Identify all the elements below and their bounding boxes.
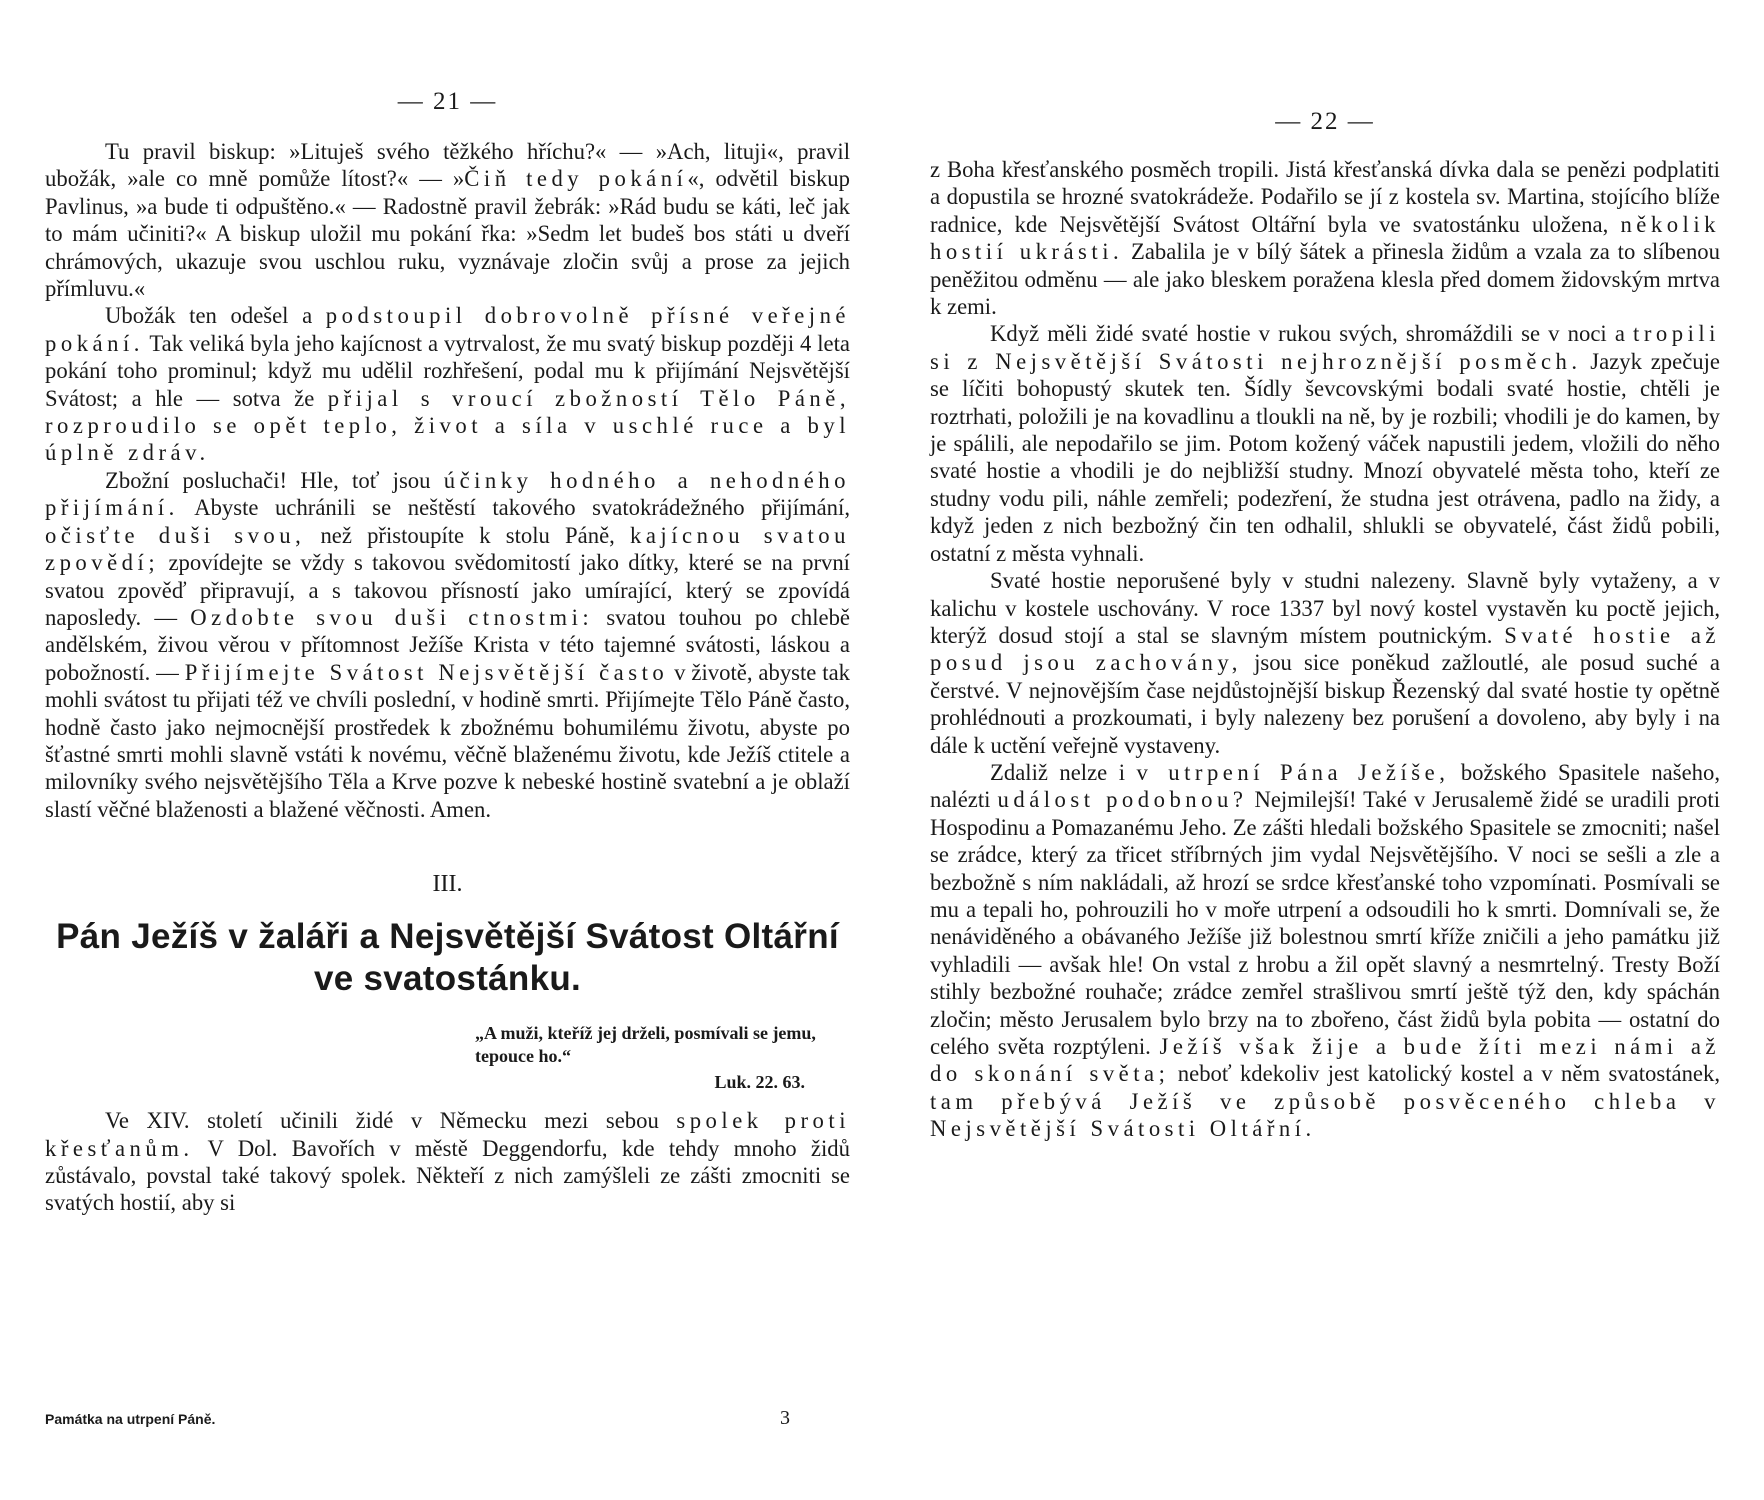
emphasized-text: Přijímejte Svátost Nejsvětější často	[184, 659, 669, 685]
paragraph	[45, 302, 850, 466]
text-run: zpovídejte se vždy s takovou svědomitostí jako dítky, které se na první svatou zpověď připravují, a s takovou přísností jako umírající, který se zpovídá naposledy. —	[45, 550, 850, 630]
paragraph	[45, 138, 850, 302]
left-body-text	[45, 138, 850, 823]
chapter-opening-paragraph	[45, 1107, 850, 1217]
text-run: božského Spasitele našeho, nalézti	[930, 759, 1720, 813]
emphasized-text: spolek proti křesťanům.	[45, 1108, 850, 1161]
page-footer	[45, 1407, 850, 1429]
paragraph	[930, 156, 1720, 320]
text-run: Tak veliká byla jeho kajícnost a vytrvalost, že mu svatý biskup později 4 leta pokání toho prominul; když mu udělil rozhřešení, podal mu k přijímání Nejsvětější Svátost; a hle — sotva že	[45, 330, 850, 411]
emphasized-text: podstoupil dobrovolně přísné veřejné pokání.	[45, 303, 850, 356]
motto-reference: Luk. 22. 63.	[714, 1072, 805, 1093]
text-run: z Boha křesťanského posměch tropili. Jistá křesťanská dívka dala se penězi podplatiti a dopustila se hrozné svatokrádeže. Podařilo se jí z kostela sv. Martina, stojícího blíže radnice, kde Nejsvětější Svátost Oltářní byla ve svatostánku uložena,	[930, 157, 1720, 237]
text-run: Abyste uchránili se neštěstí takového svatokrádežného přijímání,	[178, 495, 850, 521]
page-number: — 22 —	[1275, 108, 1375, 135]
chapter-heading: Pán Ježíš v žaláři a Nejsvětější Svátost Oltářní ve svatostánku.	[56, 917, 839, 999]
footer-book-title: Památka na utrpení Páně.	[45, 1411, 216, 1427]
text-run: Když měli židé svaté hostie v rukou svých, shromáždili se v noci a	[990, 321, 1634, 347]
paragraph	[930, 759, 1720, 1143]
text-run: než přistoupíte k stolu Páně,	[305, 522, 630, 548]
emphasized-text: Ozdobte svou duši ctnostmi:	[190, 604, 594, 630]
left-page	[45, 0, 850, 1500]
emphasized-text: Svaté hostie až posud jsou zachovány,	[930, 622, 1720, 676]
emphasized-text: Čiň tedy pokání	[464, 166, 688, 192]
text-run: svatou touhou po chlebě andělském, živou věrou v přítomnost Ježíše Krista v této tajemné svátosti, láskou a pobožností. —	[45, 604, 850, 685]
paragraph	[45, 1107, 850, 1217]
text-run: Zbožní posluchači! Hle, toť jsou	[105, 467, 444, 493]
text-run: Ve XIV. století učinili židé v Německu mezi sebou	[105, 1108, 677, 1134]
page-number: — 21 —	[397, 88, 498, 115]
emphasized-text: několik hostií ukrásti.	[930, 211, 1720, 265]
emphasized-text: událost podobnou?	[997, 787, 1248, 813]
text-run: Zdaliž nelze i	[990, 759, 1137, 785]
emphasized-text: Ježíš však žije a bude žíti mezi námi až do skonání světa;	[930, 1034, 1721, 1087]
text-run: Jazyk zpečuje se líčiti bohopustý skutek ten. Šídly ševcovskými bodali svaté hostie, chtěli je roztrhati, položili je na kovadlinu a tloukli na ně, by je rozbili; vhodili je do kamen, by je spálili, ale nepodařilo se jim. Potom kožený váček napustili jedem, vložili do něho svaté hostie a vhodili je do nejbližší studny. Mnozí obyvatelé města toho, kteří ze studny vodu pili, náhle zemřeli; podezření, že studna jest otrávena, padlo na židy, a když jeden z nich bezbožný čin ten odhalil, shlukli se obyvatelé, část židů pobili, ostatní z města vyhnali.	[930, 348, 1720, 566]
section-number: III.	[432, 871, 463, 898]
text-run: v životě, abyste tak mohli svátost tu přijati též ve chvíli poslední, v hodině smrti. Přijímejte Tělo Páně často, hodně často jako nejmocnější prostředek k zbožnému bohumilému životu, abyste po šťastné smrti mohli slavně vstáti k novému, věčně blaženému životu, kde Ježíš ctitele a milovníky svého nejsvětějšího Těla a Krve pozve k nebeské hostině svatební a je oblaží slastí věčné blaženosti a blažené věčnosti. Amen.	[45, 659, 850, 822]
right-body-text	[930, 156, 1720, 1143]
emphasized-text: očisťte duši svou,	[45, 522, 306, 548]
signature-mark: 3	[780, 1407, 790, 1429]
emphasized-text: tropili si z Nejsvětější Svátosti nejhroznější posměch.	[930, 321, 1720, 374]
emphasized-text: kajícnou svatou zpovědí;	[45, 522, 850, 576]
emphasized-text: v utrpení Pána Ježíše,	[1136, 759, 1450, 785]
emphasized-text: přijal s vroucí zbožností Tělo Páně, rozproudilo se opět teplo, život a síla v uschlé ruce a byl úplně zdráv.	[45, 385, 850, 466]
text-run: «, odvětil biskup Pavlinus, »a bude ti odpuštěno.« — Radostně pravil žebrák: »Rád budu se káti, leč jak to mám učiniti?« A biskup uložil mu pokání řka: »Sedm let budeš bos státi u dveří chrámových, ukazuje svou uschlou ruku, vyznávaje zločin svůj a prose za jejich přímluvu.«	[45, 166, 850, 302]
text-run: Tu pravil biskup: »Lituješ svého těžkého hříchu?« — »Ach, lituji«, pravil ubožák, »ale co mně pomůže lítost?« — »	[45, 139, 850, 192]
text-run: Nejmilejší! Také v Jerusalemě židé se uradili proti Hospodinu a Pomazanému Jeho. Ze zášti hledali božského Spasitele se zmocniti; našel se zrádce, který za třicet stříbrných jim vydal Nejsvětějšího. V noci se sešli a zle a bezbožně s ním nakládali, až hrozí se srdce křesťanské toho vzpomínati. Posmívali se mu a tepali ho, pohrouzili ho v moře utrpení a odsoudili ho k smrti. Domnívali se, že nenáviděného a obávaného Ježíše již bolestnou smrtí kříže zničili a jeho památku již vyhladili — avšak hle! On vstal z hrobu a žil opět slavný a nesmrtelný. Tresty Boží stihly bezbožné rouhače; zrádce zemřel strašlivou smrtí ještě týž den, kdy spáchán zločin; město Jerusalem bylo brzy na to zbořeno, část židů byla pobita — ostatní do celého světa rozptýleni.	[930, 787, 1720, 1059]
emphasized-text: účinky hodného a nehodného přijímání.	[45, 467, 850, 521]
text-run: neboť kdekoliv jest katolický kostel a v něm svatostánek,	[1169, 1061, 1721, 1087]
text-run: Ubožák ten odešel a	[105, 303, 326, 329]
right-page	[930, 0, 1720, 1500]
text-run: jsou sice poněkud zažloutlé, ale posud suché a čerstvé. V nejnovějším čase nejdůstojnější biskup Řezenský dal svaté hostie ty opětně prohlédnouti a prozkoumati, i byly nalezeny bez porušení a dovoleno, aby byly i na dále k uctění veřejně vystaveny.	[930, 650, 1720, 758]
text-run: Zabalila je v bílý šátek a přinesla židům a vzala za to slíbenou peněžitou odměnu — ale jako bleskem poražena klesla před domem židovským mrtva k zemi.	[930, 239, 1720, 320]
text-run: V Dol. Bavořích v městě Deggendorfu, kde tehdy mnoho židů zůstávalo, povstal také takový spolek. Někteří z nich zamýšleli ze zášti zmocniti se svatých hostií, aby si	[45, 1135, 850, 1216]
text-run: Svaté hostie neporušené byly v studni nalezeny. Slavně byly vytaženy, a v kalichu v kostele uschovány. V roce 1337 byl nový kostel vystavěn ku poctě jejich, kterýž dosud stojí a stal se slavným místem poutnickým.	[930, 568, 1720, 648]
paragraph	[45, 467, 850, 823]
paragraph	[930, 567, 1720, 759]
paragraph	[930, 320, 1720, 567]
motto-quote: „A muži, kteříž jej drželi, posmívali se jemu, tepouce ho.“	[475, 1023, 816, 1067]
emphasized-text: tam přebývá Ježíš ve způsobě posvěceného chleba v Nejsvětější Svátosti Oltářní.	[930, 1088, 1720, 1142]
